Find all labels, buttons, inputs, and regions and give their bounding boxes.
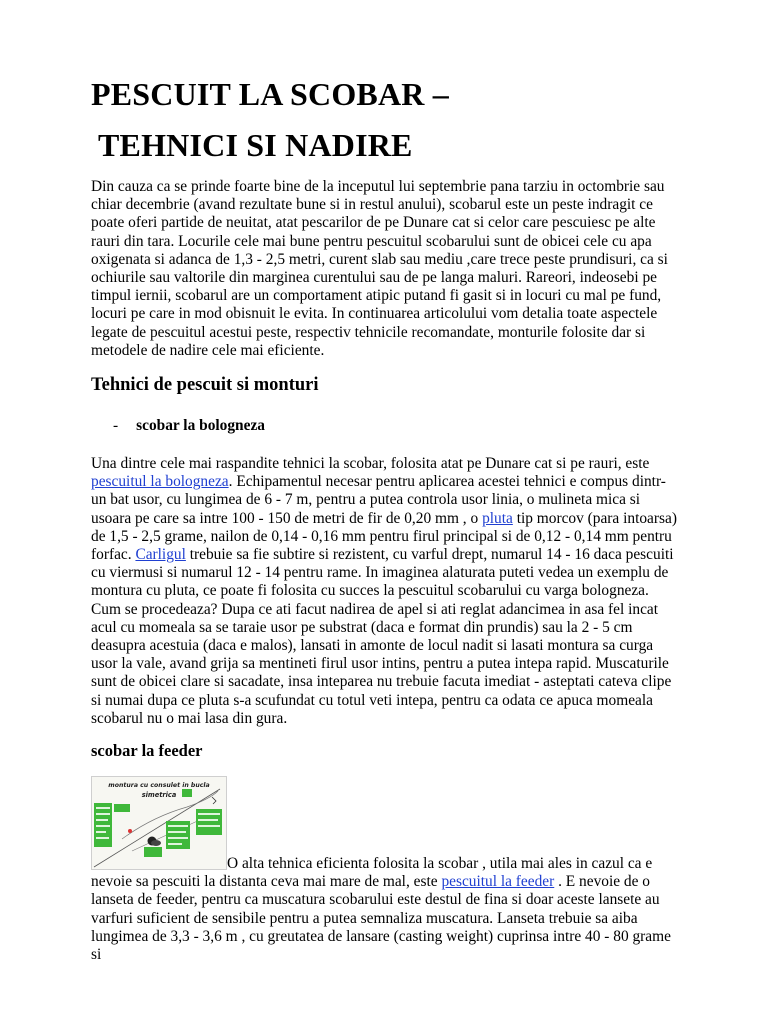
text-run: . E nevoie de o lanseta de feeder, pentru ca muscatura scobarului este destul de fina si doar aceste lansete au varfuri suficient de sensibile pentru a putea semnaliza muscatura. Lanseta trebuie sa aiba lungimea de 3,3 - 3,6 m , cu greutatea de lansare (casting weight) cuprinsa intre 40 - 80 grame si bbox=[91, 873, 671, 964]
title-line-1: PESCUIT LA SCOBAR – bbox=[91, 76, 449, 112]
diagram-green-label-top bbox=[182, 789, 192, 797]
section-heading-feeder: scobar la feeder bbox=[91, 741, 203, 760]
diagram-green-label-right bbox=[196, 809, 222, 835]
text-run: Una dintre cele mai raspandite tehnici la scobar, folosita atat pe Dunare cat si pe rauri, este bbox=[91, 455, 650, 472]
text-run: trebuie sa fie subtire si rezistent, cu varful drept, numarul 14 - 16 daca pescuiti cu viermusi si numarul 12 - 14 pentru rame. In imaginea alaturata puteti vedea un exemplu de montura cu pluta, ce poate fi folosita cu succes la pescuitul scobarului cu varga bologneza. Cum se procedeaza? Dupa ce ati facut nadirea de apel si ati reglat adancimea in asa fel incat acul cu momeala sa se taraie usor pe substrat (daca e format din prundis) sau la 2 - 5 cm deasupra acestuia (daca e malos), lansati in amonte de locul nadit si lasati montura sa curga usor la vale, avand grija sa mentineti firul usor intins, pentru a putea intepa rapid. Muscaturile sunt de obicei clare si sacadate, insa inteparea nu trebuie facuta imediat - asteptati cateva clipe si numai dupa ce pluta s-a scufundat cu totul veti intepa, pentru ca odata ce apuca momeala scobarul nu o mai lasa din gura. bbox=[91, 546, 674, 727]
link-carligul[interactable]: Carligul bbox=[135, 546, 186, 564]
bullet-dash: - bbox=[113, 417, 119, 434]
text-run: O alta tehnica eficienta folosita la scobar , utila mai ales in cazul ca e nevoie sa pescuiti la distanta ceva mai mare de mal, este bbox=[91, 855, 653, 891]
link-pescuitul-la-bologneza[interactable]: pescuitul la bologneza bbox=[91, 473, 229, 491]
bullet-label: scobar la bologneza bbox=[136, 417, 265, 434]
title-line-2: TEHNICI SI NADIRE bbox=[98, 127, 413, 163]
bologneza-paragraph bbox=[91, 455, 677, 728]
diagram-title-2: simetrica bbox=[141, 791, 177, 799]
text-run: tip morcov (para intoarsa) de 1,5 - 2,5 grame, nailon de 0,14 - 0,16 mm pentru firul principal si de 0,12 - 0,14 mm pentru forfac. bbox=[91, 509, 677, 564]
feeder-paragraph bbox=[91, 855, 677, 964]
intro-paragraph: Din cauza ca se prinde foarte bine de la inceputul lui septembrie pana tarziu in octombrie sau chiar decembrie (avand rezultate bune si in restul anului), scobarul este un peste indragit ce poate oferi partide de neuitat, atat pescarilor de pe Dunare cat si celor care pescuiesc pe alte rauri din tara. Locurile cele mai bune pentru pescuitul scobarului sunt de obicei cele cu apa oxigenata si adanca de 1,3 - 2,5 metri, curent slab sau mediu ,care trece peste prundisuri, ca si ochiurile sau valtorile din marginea curentului sau de pe langa maluri. Rareori, indeosebi pe timpul iernii, scobarul are un comportament atipic putand fi gasit si in locuri cu mal pe fund, locuri pe care in mod obisnuit le evita. In continuarea articolului vom detalia toate aspectele legate de pescuitul acestui peste, respectiv tehnicile recomandate, monturile folosite dar si metodele de nadire cele mai eficiente. bbox=[91, 178, 668, 359]
section-heading-techniques: Tehnici de pescuit si monturi bbox=[91, 375, 319, 395]
text-run: . Echipamentul necesar pentru aplicarea acestei tehnici e compus dintr-un bat usor, cu lungimea de 6 - 7 m, pentru a putea controla usor linia, o mulineta mica si usoara pe care sa intre 100 - 150 de metri de fir de 0,20 mm , o bbox=[91, 473, 666, 527]
diagram-bead bbox=[128, 829, 132, 833]
diagram-title-1: montura cu consulet in bucla bbox=[108, 782, 210, 789]
link-pescuitul-la-feeder[interactable]: pescuitul la feeder bbox=[441, 873, 555, 891]
diagram-green-label-small bbox=[114, 804, 130, 812]
bullet-item-bologneza bbox=[113, 417, 265, 435]
link-pluta[interactable]: pluta bbox=[482, 509, 513, 527]
